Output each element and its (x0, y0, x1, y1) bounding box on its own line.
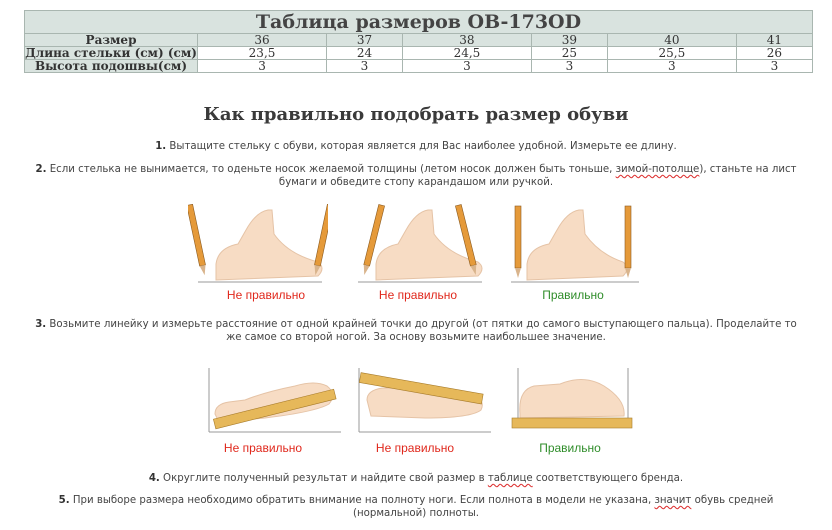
ruler-tilted-up-illustration (205, 364, 345, 444)
insole-cell: 24 (327, 47, 403, 60)
step-2 (30, 163, 802, 189)
step-text: ), станьте на лист бумаги и обведите стопу карандашом или ручкой. (278, 164, 797, 188)
insole-cell: 23,5 (198, 47, 327, 60)
sole-cell: 3 (736, 60, 812, 73)
size-cell: 38 (402, 34, 531, 47)
insole-cell: 25 (531, 47, 607, 60)
sole-cell: 3 (198, 60, 327, 73)
step-text: Округлите полученный результат и найдите свой размер в (159, 473, 488, 484)
ruler-flat-illustration (508, 364, 648, 444)
size-cell: 41 (736, 34, 812, 47)
insole-cell: 24,5 (402, 47, 531, 60)
row-label-size: Размер (25, 34, 198, 47)
sole-cell: 3 (402, 60, 531, 73)
label-right: Правильно (539, 441, 601, 455)
sole-cell: 3 (607, 60, 736, 73)
step-text: Возьмите линейку и измерьте расстояние от одной крайней точки до другой (от пятки до самого выступающего пальца). Проделайте то же самое со второй ногой. За основу возьмите наибольшее значение. (46, 319, 797, 343)
row-label-sole: Высота подошвы(см) (25, 60, 198, 73)
pencil-tilted-out-illustration (188, 204, 328, 284)
spellcheck-word: таблице (487, 473, 533, 484)
page-heading: Как правильно подобрать размер обуви (203, 104, 629, 125)
step-1 (30, 140, 802, 153)
step-number: 5. (58, 495, 70, 506)
size-cell: 36 (198, 34, 327, 47)
pencil-vertical-illustration (505, 204, 645, 284)
insole-cell: 25,5 (607, 47, 736, 60)
step-number: 2. (35, 164, 47, 175)
label-wrong: Не правильно (375, 441, 455, 455)
size-cell: 40 (607, 34, 736, 47)
label-right: Правильно (542, 288, 604, 302)
label-wrong: Не правильно (226, 288, 306, 302)
spellcheck-word: значит (654, 495, 692, 506)
insole-cell: 26 (736, 47, 812, 60)
step-4 (30, 472, 802, 485)
size-cell: 37 (327, 34, 403, 47)
ruler-tilted-down-illustration (355, 364, 495, 444)
label-wrong: Не правильно (223, 441, 303, 455)
sole-cell: 3 (327, 60, 403, 73)
step-text: обувь средней (нормальной) полноты. (352, 495, 774, 519)
step-text: Если стелька не вынимается, то оденьте носок желаемой толщины (летом носок должен быть тоньше, (46, 164, 616, 175)
spellcheck-word: зимой-потолще (615, 164, 700, 175)
step-5 (30, 494, 802, 520)
step-number: 1. (155, 141, 167, 152)
step-text: Вытащите стельку с обуви, которая является для Вас наиболее удобной. Измерьте ее длину. (166, 141, 677, 152)
step-number: 3. (35, 319, 47, 330)
table-title: Таблица размеров OB-173OD (25, 11, 813, 34)
row-label-insole: Длина стельки (см) (см) (25, 46, 197, 60)
step-text: соответствующего бренда. (532, 473, 684, 484)
step-3 (30, 318, 802, 344)
label-wrong: Не правильно (378, 288, 458, 302)
step-text: При выборе размера необходимо обратить внимание на полноту ноги. Если полнота в модели не указана, (69, 495, 655, 506)
step-number: 4. (148, 473, 160, 484)
size-table (24, 10, 813, 73)
pencil-tilted-in-illustration (348, 204, 488, 284)
size-cell: 39 (531, 34, 607, 47)
sole-cell: 3 (531, 60, 607, 73)
